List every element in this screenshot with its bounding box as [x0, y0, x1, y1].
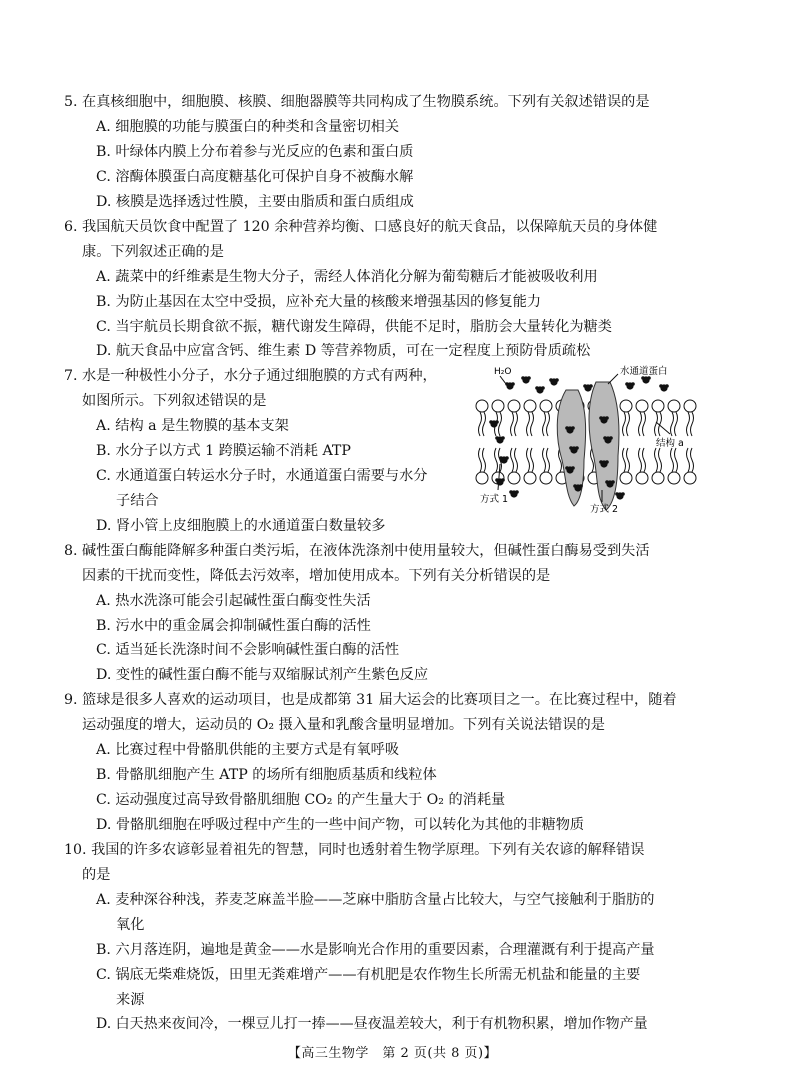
lipid-tail-upper [639, 412, 642, 436]
lipid-tail-upper [627, 412, 630, 436]
q9-option-b: B. 骨骼肌细胞产生 ATP 的场所有细胞质基质和线粒体 [96, 767, 437, 783]
water-molecule [641, 376, 651, 383]
water-molecule [495, 436, 505, 443]
lipid-tail-lower [531, 448, 534, 472]
lipid-tail-upper [671, 412, 674, 436]
lipid-head-lower [540, 472, 552, 484]
lipid-head-lower [668, 472, 680, 484]
q10-option-d: D. 白天热来夜间冷，一棵豆儿打一捧——昼夜温差较大，利于有机物积累，增加作物产量 [96, 1016, 648, 1032]
water-molecule [489, 420, 499, 427]
q7-option-b: B. 水分子以方式 1 跨膜运输不消耗 ATP [96, 443, 351, 459]
q7-stem-line-1: 7. 水是一种极性小分子，水分子通过细胞膜的方式有两种， [64, 368, 437, 384]
q10-option-c-line-1: C. 锅底无柴难烧饭，田里无粪难增产——有机肥是农作物生长所需无机盐和能量的主要 [96, 967, 641, 983]
lipid-tail-lower [547, 448, 550, 472]
q5-option-c: C. 溶酶体膜蛋白高度糖基化可保护自身不被酶水解 [96, 169, 414, 185]
lipid-tail-lower [659, 448, 662, 472]
lipid-head-upper [476, 400, 488, 412]
q7-option-a: A. 结构 a 是生物膜的基本支架 [96, 418, 289, 434]
q6-option-d: D. 航天食品中应富含钙、维生素 D 等营养物质，可在一定程度上预防骨质疏松 [96, 343, 591, 359]
water-molecule [549, 378, 559, 385]
aquaporin-protein-right [589, 382, 619, 510]
lipid-tail-upper [483, 412, 486, 436]
q10-stem-line-1: 10. 我国的许多农谚彰显着祖先的智慧，同时也透射着生物学原理。下列有关农谚的解释错误 [64, 842, 645, 858]
lipid-tail-upper [479, 412, 482, 436]
lipid-tail-lower [687, 448, 690, 472]
lipid-tail-upper [511, 412, 514, 436]
water-molecule [583, 384, 593, 391]
lipid-tail-lower [623, 448, 626, 472]
lipid-tail-lower [515, 448, 518, 472]
lipid-tail-lower [483, 448, 486, 472]
lipid-tail-upper [675, 412, 678, 436]
lipid-tail-lower [691, 448, 694, 472]
figure-label-way-2: 方式 2 [590, 504, 619, 515]
q10-option-b: B. 六月落连阴，遍地是黄金——水是影响光合作用的重要因素，合理灌溉有利于提高产量 [96, 942, 655, 958]
membrane-figure [470, 360, 720, 520]
water-molecule [509, 490, 519, 497]
lipid-head-upper [492, 400, 504, 412]
lipid-head-lower [684, 472, 696, 484]
lipid-tail-lower [627, 448, 630, 472]
water-molecule [625, 382, 635, 389]
water-molecule [495, 478, 505, 485]
q9-stem-line-1: 9. 篮球是很多人喜欢的运动项目，也是成都第 31 届大运会的比赛项目之一。在比赛过程中，随着 [64, 692, 677, 708]
q8-stem-line-1: 8. 碱性蛋白酶能降解多种蛋白类污垢，在液体洗涤剂中使用量较大，但碱性蛋白酶易受到失活 [64, 543, 650, 559]
q10-option-a-line-1: A. 麦种深谷种浅，荞麦芝麻盖半脸——芝麻中脂肪含量占比较大，与空气接触利于脂肪的 [96, 892, 655, 908]
water-molecule [505, 382, 515, 389]
q5-option-d: D. 核膜是选择透过性膜，主要由脂质和蛋白质组成 [96, 194, 414, 210]
lipid-tail-upper [623, 412, 626, 436]
figure-label-h2o: H₂O [494, 367, 512, 377]
lipid-head-upper [668, 400, 680, 412]
q10-option-c-line-2: 来源 [116, 992, 145, 1008]
lipid-head-upper [684, 400, 696, 412]
q5-stem-line-1: 5. 在真核细胞中，细胞膜、核膜、细胞器膜等共同构成了生物膜系统。下列有关叙述错误的是 [64, 94, 650, 110]
lipid-head-lower [620, 472, 632, 484]
q5-option-a: A. 细胞膜的功能与膜蛋白的种类和含量密切相关 [96, 119, 400, 135]
lipid-tail-lower [527, 448, 530, 472]
lipid-tail-lower [639, 448, 642, 472]
q5-option-b: B. 叶绿体内膜上分布着参与光反应的色素和蛋白质 [96, 144, 414, 160]
q9-stem-line-2: 运动强度的增大，运动员的 O₂ 摄入量和乳酸含量明显增加。下列有关说法错误的是 [82, 717, 605, 733]
lipid-tail-upper [531, 412, 534, 436]
water-molecule [521, 376, 531, 383]
lipid-tail-lower [495, 448, 498, 472]
lipid-head-upper [540, 400, 552, 412]
lipid-head-lower [636, 472, 648, 484]
footer-page-number: 【高三生物学 第 2 页(共 8 页)】 [287, 1046, 498, 1061]
q6-option-b: B. 为防止基因在太空中受损，应补充大量的核酸来增强基因的修复能力 [96, 294, 542, 310]
figure-label-channel: 水通道蛋白 [620, 366, 668, 377]
q10-option-a-line-2: 氧化 [116, 917, 145, 933]
lipid-tail-upper [547, 412, 550, 436]
lipid-tail-lower [511, 448, 514, 472]
lipid-tail-lower [675, 448, 678, 472]
lipid-tail-lower [479, 448, 482, 472]
q6-option-c: C. 当宇航员长期食欲不振，糖代谢发生障碍，供能不足时，脂肪会大量转化为糖类 [96, 319, 612, 335]
lipid-tail-upper [527, 412, 530, 436]
q7-option-c-line-1: C. 水通道蛋白转运水分子时，水通道蛋白需要与水分 [96, 468, 428, 484]
lipid-head-upper [524, 400, 536, 412]
figure-label-structure-a: 结构 a [656, 438, 684, 449]
q8-option-c: C. 适当延长洗涤时间不会影响碱性蛋白酶的活性 [96, 642, 400, 658]
water-molecule [615, 492, 625, 499]
q8-option-b: B. 污水中的重金属会抑制碱性蛋白酶的活性 [96, 618, 371, 634]
q6-option-a: A. 蔬菜中的纤维素是生物大分子，需经人体消化分解为葡萄糖后才能被吸收利用 [96, 269, 598, 285]
q7-option-d: D. 肾小管上皮细胞膜上的水通道蛋白数量较多 [96, 518, 386, 534]
lipid-head-lower [508, 472, 520, 484]
q7-stem-line-2: 如图所示。下列叙述错误的是 [82, 393, 267, 409]
water-molecule [659, 384, 669, 391]
q6-stem-line-2: 康。下列叙述正确的是 [82, 244, 224, 260]
q8-stem-line-2: 因素的干扰而变性，降低去污效率，增加使用成本。下列有关分析错误的是 [82, 568, 551, 584]
lipid-tail-lower [655, 448, 658, 472]
lipid-head-upper [652, 400, 664, 412]
lipid-tail-upper [643, 412, 646, 436]
lipid-tail-lower [671, 448, 674, 472]
q8-option-d: D. 变性的碱性蛋白酶不能与双缩脲试剂产生紫色反应 [96, 667, 429, 683]
lipid-head-lower [652, 472, 664, 484]
q10-stem-line-2: 的是 [82, 867, 111, 883]
q8-option-a: A. 热水洗涤可能会引起碱性蛋白酶变性失活 [96, 593, 371, 609]
lipid-head-upper [636, 400, 648, 412]
q7-option-c-line-2: 子结合 [116, 493, 159, 509]
lipid-head-lower [524, 472, 536, 484]
figure-label-way-1: 方式 1 [480, 494, 509, 505]
lipid-tail-lower [543, 448, 546, 472]
lipid-head-upper [620, 400, 632, 412]
lipid-tail-upper [655, 412, 658, 436]
lipid-tail-lower [643, 448, 646, 472]
q6-stem-line-1: 6. 我国航天员饮食中配置了 120 余种营养均衡、口感良好的航天食品，以保障航天员的身体健 [64, 219, 658, 235]
q9-option-c: C. 运动强度过高导致骨骼肌细胞 CO₂ 的产生量大于 O₂ 的消耗量 [96, 792, 506, 808]
lipid-tail-upper [543, 412, 546, 436]
water-molecule [535, 386, 545, 393]
lipid-tail-upper [515, 412, 518, 436]
lipid-tail-upper [687, 412, 690, 436]
lipid-head-upper [508, 400, 520, 412]
q9-option-a: A. 比赛过程中骨骼肌供能的主要方式是有氧呼吸 [96, 742, 400, 758]
lipid-tail-upper [499, 412, 502, 436]
lipid-head-lower [476, 472, 488, 484]
lipid-tail-upper [691, 412, 694, 436]
page-footer [0, 1045, 785, 1063]
q9-option-d: D. 骨骼肌细胞在呼吸过程中产生的一些中间产物，可以转化为其他的非糖物质 [96, 817, 585, 833]
